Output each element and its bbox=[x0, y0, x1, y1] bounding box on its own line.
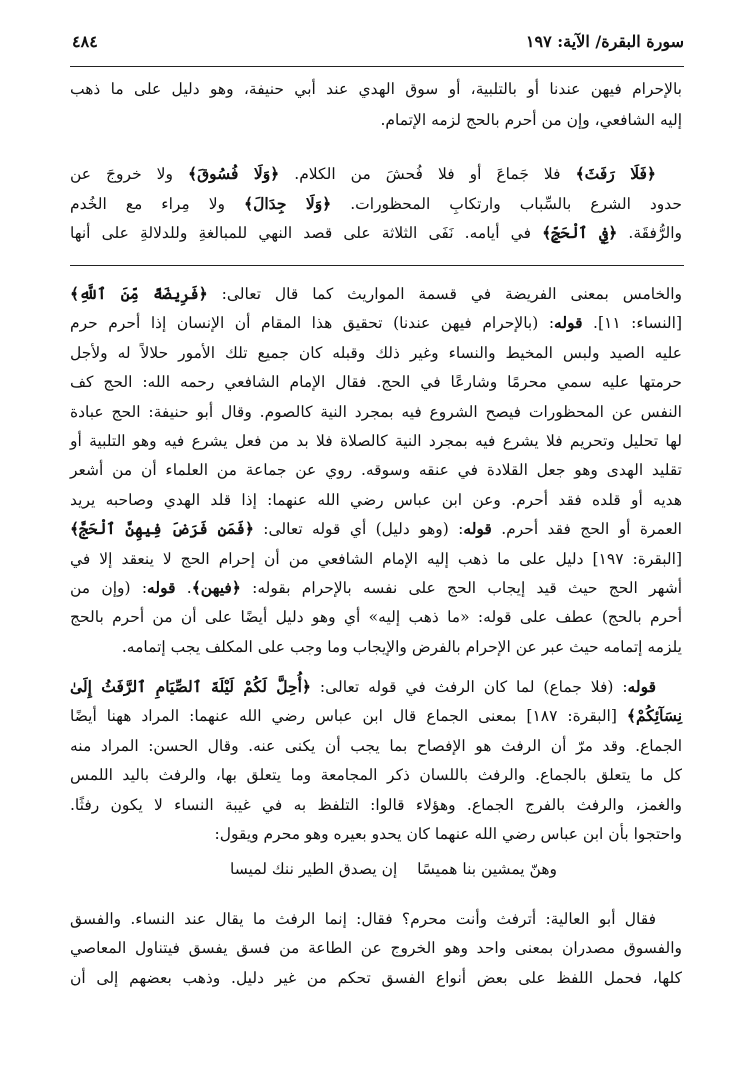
text-segment: فقال أبو العالية: أترفث وأنت محرم؟ فقال: إنما الرفث ما يقال عند النساء. والفسق bbox=[70, 910, 656, 928]
text-segment: فلا جَماعَ أو فلا فُحشَ من الكلام. bbox=[279, 165, 576, 183]
commentary2-line bbox=[70, 675, 682, 699]
text-segment: [البقرة: ١٨٧] بمعنى الجماع قال ابن عباس رضي الله عنهما: المراد ههنا أيضًا bbox=[70, 707, 627, 726]
text-segment: حرمتها عليه سمي محرمًا وشارعًا في الحج. فقال الإمام الشافعي رحمه الله: الحج كف bbox=[70, 373, 682, 392]
text-segment: أشهر الحج حيث قيد إيجاب الحج على نفسه بالإحرام بقوله: bbox=[240, 579, 683, 597]
running-header-title: سورة البقرة/ الآية: ١٩٧ bbox=[525, 32, 684, 51]
text-segment: والخامس بمعنى الفريضة في قسمة المواريث كما قال تعالى: bbox=[207, 285, 682, 303]
commentary-line bbox=[70, 635, 682, 659]
commentary-line bbox=[70, 458, 682, 482]
text-segment: لها تحليل وتحريم فلا يشرع فيه بمجرد النية كالصلاة فلا بد من فعل يشرع فيه وهو التلبية أو bbox=[70, 432, 682, 450]
commentary2-line bbox=[70, 822, 682, 846]
text-segment: والغمز، والرفث بالفرج الجماع. وهؤلاء قالوا: التلفظ به في غيبة النساء لا يكون رفثًا. bbox=[70, 795, 682, 814]
text-segment: النفس عن المحظورات فيصح الشروع فيه بمجرد النية كالصوم. وقال أبو حنيفة: الحج عبادة bbox=[70, 402, 682, 421]
footnote-divider bbox=[70, 265, 684, 266]
commentary2-line bbox=[70, 763, 682, 787]
main-text-line bbox=[70, 77, 682, 101]
main-text-line bbox=[70, 162, 682, 186]
text-segment: هديه أو قلده فقد أحرم. وعن ابن عباس رضي الله عنهما: إذا قلد الهدي وصاحبه يريد bbox=[70, 490, 682, 509]
verse-hemistich-1: وهنّ يمشين بنا هميسًا bbox=[417, 860, 557, 878]
main-text-line bbox=[70, 108, 682, 132]
commentary-line bbox=[70, 517, 682, 541]
text-segment: عليه الصيد ولبس المخيط والنساء وغير ذلك وقبله كان جميع تلك الأمور حلالاً له ولأجل bbox=[70, 343, 682, 362]
quran-quote: ﴿أُحِلَّ لَكُمْ لَيْلَةَ ٱلصِّيَامِ ٱلرَّفَثُ إِلَىٰ bbox=[70, 677, 311, 696]
commentary-keyword: قوله bbox=[627, 677, 656, 696]
text-segment: ولا مِراء مع الخُدم bbox=[70, 195, 245, 213]
quran-quote: ﴿فَمَن فَرَضَ فِيهِنَّ ٱلْحَجَّ﴾ bbox=[70, 519, 254, 539]
commentary-keyword: قوله bbox=[147, 578, 176, 597]
text-segment: ولا خروجَ عن bbox=[70, 165, 189, 183]
text-segment: يلزمه إتمامه حيث عبر عن الإحرام بالفرض والإيجاب وما وجب على المكلف يجب إتمامه. bbox=[121, 637, 682, 656]
commentary-keyword: قوله bbox=[463, 519, 492, 539]
text-segment: والفسوق مصدران بمعنى واحد وهو الخروج عن الطاعة من فسق يفسق فيتناول المعاصي bbox=[70, 939, 682, 957]
commentary-line bbox=[70, 400, 682, 424]
text-segment: والرُّفقَة. bbox=[617, 224, 682, 242]
commentary-line bbox=[70, 576, 682, 600]
text-segment: واحتجوا بأن ابن عباس رضي الله عنهما كان يحدو بعيره وهو محرم ويقول: bbox=[214, 825, 682, 843]
commentary-line bbox=[70, 605, 682, 629]
commentary2-line bbox=[70, 734, 682, 758]
commentary-line bbox=[70, 429, 682, 453]
text-segment: : (وإن من bbox=[70, 579, 148, 597]
header-rule bbox=[70, 66, 684, 67]
commentary-keyword: قوله bbox=[554, 313, 583, 333]
commentary-line bbox=[70, 488, 682, 512]
quran-quote: نِسَآئِكُمْ﴾ bbox=[626, 706, 683, 726]
commentary-line bbox=[70, 311, 682, 335]
commentary-line bbox=[70, 547, 682, 571]
main-text-line bbox=[70, 192, 682, 216]
commentary-line bbox=[70, 341, 682, 365]
text-segment: . bbox=[175, 579, 192, 597]
text-segment: إليه الشافعي، وإن من أحرم بالحج لزمه الإتمام. bbox=[380, 111, 682, 129]
text-segment: كلها، فحمل اللفظ على بعض أنواع الفسق تحكم من غير دليل. وذهب بعضهم إلى أن bbox=[70, 969, 682, 987]
text-segment: العمرة أو الحج فقد أحرم. bbox=[491, 520, 682, 539]
quran-quote: ﴿وَلَا جِدَالَ﴾ bbox=[244, 194, 332, 213]
quran-quote: ﴿فيهن﴾ bbox=[191, 578, 241, 597]
text-segment: : (وهو دليل) أي قوله تعالى: bbox=[253, 520, 464, 539]
commentary-line bbox=[70, 282, 682, 306]
commentary-line bbox=[70, 370, 682, 394]
quran-quote: ﴿فِي ٱلْحَجِّ﴾ bbox=[542, 223, 618, 242]
text-segment: [البقرة: ١٩٧] دليل على ما ذهب إليه الإمام الشافعي من أن إحرام الحج لا ينعقد إلا في bbox=[70, 549, 683, 568]
commentary3-line bbox=[70, 966, 682, 990]
text-segment: : (بالإحرام فيهن عندنا) تحقيق هذا المقام أن الإنسان إذا أحرم حرم bbox=[70, 314, 555, 333]
commentary3-line bbox=[70, 936, 682, 960]
commentary2-line bbox=[70, 704, 682, 728]
text-segment: : (فلا جماع) لما كان الرفث في قوله تعالى: bbox=[311, 678, 628, 696]
text-segment: حدود الشرع بالسِّباب وارتكابِ المحظورات. bbox=[331, 195, 683, 213]
text-segment: تقليد الهدى وهو جعل القلادة في عنقه وسوقه. روي عن جماعة من العلماء أن من أشعر bbox=[70, 461, 682, 480]
text-segment: الجماع. وقد مرّ أن الرفث هو الإفصاح بما يجب أن يكنى عنه. وقال الحسن: المراد منه bbox=[70, 736, 682, 755]
text-segment: كل ما يتعلق بالجماع. والرفث باللسان ذكر المجامعة وما يتعلق بها، والرفث باليد اللمس bbox=[70, 766, 682, 785]
text-segment: بالإحرام فيهن عندنا أو بالتلبية، أو سوق الهدي عند أبي حنيفة، وهو دليل على ما ذهب bbox=[70, 80, 682, 98]
quran-quote: ﴿فَرِيضَةً مِّنَ ٱللَّهِ﴾ bbox=[70, 284, 208, 303]
main-text-line bbox=[70, 221, 682, 245]
text-segment: [النساء: ١١]. bbox=[582, 314, 682, 333]
quran-quote: ﴿فَلَا رَفَثَ﴾ bbox=[575, 164, 657, 183]
text-segment: أحرم بالحج) عطف على قوله: «ما ذهب إليه» أي وهو دليل أيضًا على أن من أحرم بالحج bbox=[70, 608, 682, 627]
verse-hemistich-2: إن يصدق الطير ننك لميسا bbox=[230, 860, 398, 878]
quran-quote: ﴿وَلَا فُسُوقَ﴾ bbox=[188, 164, 280, 183]
page-number: ٤٨٤ bbox=[72, 32, 98, 51]
commentary2-line bbox=[70, 793, 682, 817]
commentary3-line bbox=[70, 907, 682, 931]
text-segment: في أيامه. نَفَى الثلاثة على قصد النهي للمبالغةِ وللدلالةِ على أنها bbox=[70, 224, 543, 242]
